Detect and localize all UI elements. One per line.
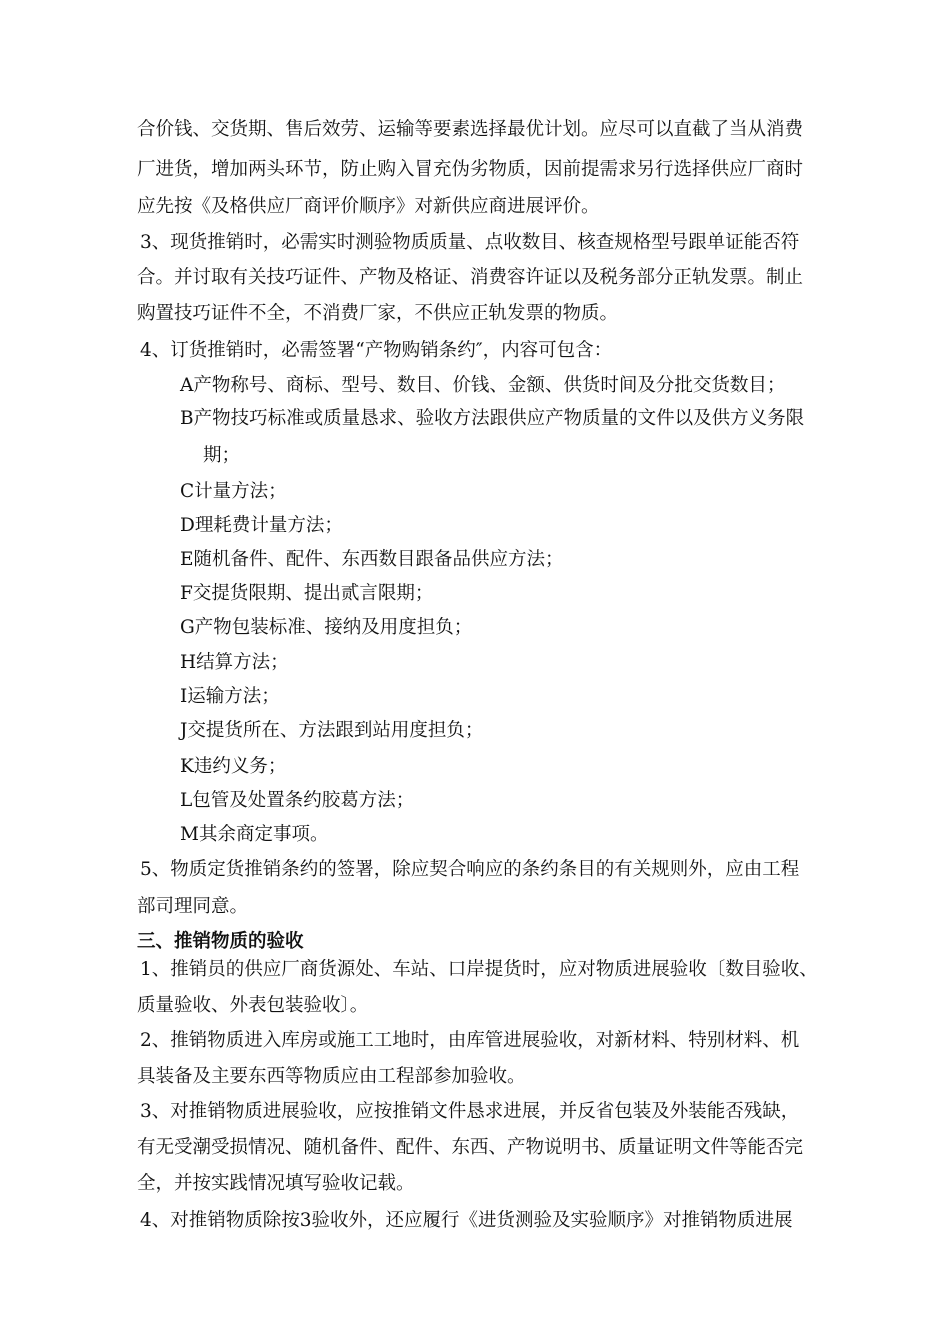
paragraph-line: 厂进货，增加两头环节，防止购入冒充伪劣物质，因前提需求另行选择供应厂商时	[137, 159, 804, 180]
section-heading: 三、推销物质的验收	[137, 931, 304, 952]
section-3-item-2-line: 2、推销物质进入库房或施工工地时，由库管进展验收，对新材料、特别材料、机	[140, 1030, 800, 1051]
section-3-item-3-line: 有无受潮受损情况、随机备件、配件、东西、产物说明书、质量证明文件等能否完	[137, 1137, 804, 1158]
section-3-item-3-line: 全，并按实践情况填写验收记载。	[137, 1173, 415, 1194]
clause-e: E随机备件、配件、东西数目跟备品供应方法；	[180, 549, 564, 570]
item-3-line: 合。并讨取有关技巧证件、产物及格证、消费容许证以及税务部分正轨发票。制止	[137, 267, 804, 288]
clause-m: M其余商定事项。	[180, 824, 329, 845]
clause-l: L包管及处置条约胶葛方法；	[180, 790, 415, 811]
paragraph-line: 合价钱、交货期、售后效劳、运输等要素选择最优计划。应尽可以直截了当从消费	[137, 119, 804, 140]
section-3-item-1-line: 质量验收、外表包装验收〕。	[137, 995, 369, 1016]
clause-d: D理耗费计量方法；	[180, 515, 343, 536]
clause-g: G产物包装标准、接纳及用度担负；	[180, 617, 473, 638]
item-5-line: 5、物质定货推销条约的签署，除应契合响应的条约条目的有关规则外，应由工程	[140, 859, 800, 880]
section-3-item-2-line: 具装备及主要东西等物质应由工程部参加验收。	[137, 1066, 526, 1087]
clause-b: B产物技巧标准或质量恳求、验收方法跟供应产物质量的文件以及供方义务限	[180, 408, 805, 429]
clause-h: H结算方法；	[180, 652, 289, 673]
item-5-line: 部司理同意。	[137, 896, 249, 917]
clause-a: A产物称号、商标、型号、数目、价钱、金额、供货时间及分批交货数目；	[180, 375, 786, 396]
clause-f: F交提货限期、提出贰言限期；	[180, 583, 434, 604]
paragraph-line: 应先按《及格供应厂商评价顺序》对新供应商进展评价。	[137, 196, 600, 217]
item-3-line: 购置技巧证件不全，不消费厂家，不供应正轨发票的物质。	[137, 303, 619, 324]
item-3-line: 3、现货推销时，必需实时测验物质质量、点收数目、核查规格型号跟单证能否符	[140, 232, 800, 253]
clause-j: J交提货所在、方法跟到站用度担负；	[180, 720, 484, 741]
section-3-item-3-line: 3、对推销物质进展验收，应按推销文件恳求进展，并反省包装及外装能否残缺，	[140, 1101, 800, 1122]
section-3-item-1-line: 1、推销员的供应厂商货源处、车站、口岸提货时，应对物质进展验收〔数目验收、	[140, 959, 818, 980]
clause-k: K违约义务；	[180, 756, 287, 777]
item-4-intro: 4、订货推销时，必需签署“产物购销条约″，内容可包含：	[140, 340, 613, 361]
clause-i: I运输方法；	[180, 686, 280, 707]
clause-b-continued: 期；	[203, 445, 241, 466]
section-3-item-4-line: 4、对推销物质除按3验收外，还应履行《进货测验及实验顺序》对推销物质进展	[140, 1210, 793, 1231]
clause-c: C计量方法；	[180, 481, 287, 502]
